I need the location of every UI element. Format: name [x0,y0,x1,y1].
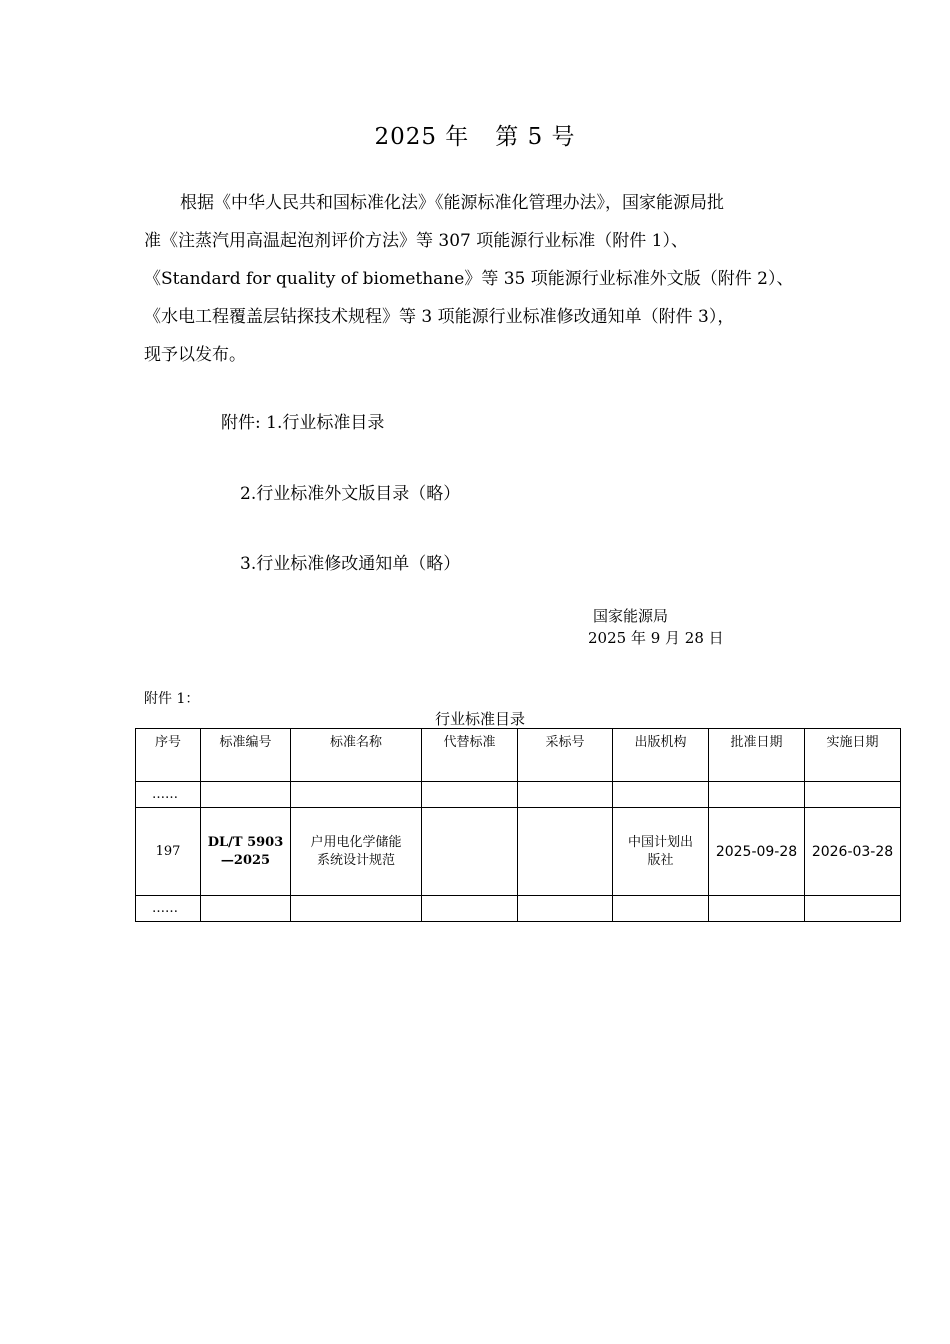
table-title: 行业标准目录 [434,710,525,728]
cell-adopted [518,808,613,896]
paragraph-line: 《Standard for quality of biomethane》等 35 项能源行业标准外文版（附件 2）、 [144,269,794,289]
col-header-publisher: 出版机构 [613,729,709,782]
col-header-effective-date: 实施日期 [805,729,901,782]
col-header-no: 序号 [136,729,201,782]
ellipsis-cell: …… [136,782,201,808]
name-line: 户用电化学储能 [310,834,402,850]
paragraph-line: 《水电工程覆盖层钻探技术规程》等 3 项能源行业标准修改通知单（附件 3）， [144,307,735,327]
table-header-row [136,729,901,782]
issue-date: 2025 年 9 月 28 日 [588,629,724,647]
publisher-line: 版社 [647,852,674,868]
col-header-name: 标准名称 [291,729,422,782]
cell-no: 197 [136,808,201,896]
cell-name [291,808,422,896]
code-line: DL/T 5903 [207,834,284,850]
title-year: 2025 年 [374,124,470,150]
cell-code [201,808,291,896]
table-row-ellipsis [136,782,901,808]
title-issue: 第 5 号 [495,124,576,150]
code-line: —2025 [220,852,271,868]
name-line: 系统设计规范 [316,852,395,868]
paragraph-line: 现予以发布。 [144,345,246,365]
attachment-1: 附件: 1.行业标准目录 [221,413,385,433]
publisher-line: 中国计划出 [627,834,693,850]
table-row [136,808,901,896]
table-row-ellipsis [136,896,901,922]
cell-replaces [422,808,518,896]
col-header-approval-date: 批准日期 [709,729,805,782]
issuing-organization: 国家能源局 [593,607,669,625]
document-title [0,118,950,151]
ellipsis-cell: …… [136,896,201,922]
cell-publisher [613,808,709,896]
col-header-code: 标准编号 [201,729,291,782]
cell-approval-date: 2025-09-28 [709,808,805,896]
standards-table [135,728,901,922]
paragraph-line: 根据《中华人民共和国标准化法》《能源标准化管理办法》，国家能源局批 [180,193,724,213]
cell-effective-date: 2026-03-28 [805,808,901,896]
attachment-2: 2.行业标准外文版目录（略） [240,484,461,504]
paragraph-line: 准《注蒸汽用高温起泡剂评价方法》等 307 项能源行业标准（附件 1）、 [144,231,688,251]
attachment-3: 3.行业标准修改通知单（略） [240,554,461,574]
col-header-replaces: 代替标准 [422,729,518,782]
col-header-adopted: 采标号 [518,729,613,782]
announcement-paragraph [144,184,824,374]
appendix-label: 附件 1： [144,691,200,707]
